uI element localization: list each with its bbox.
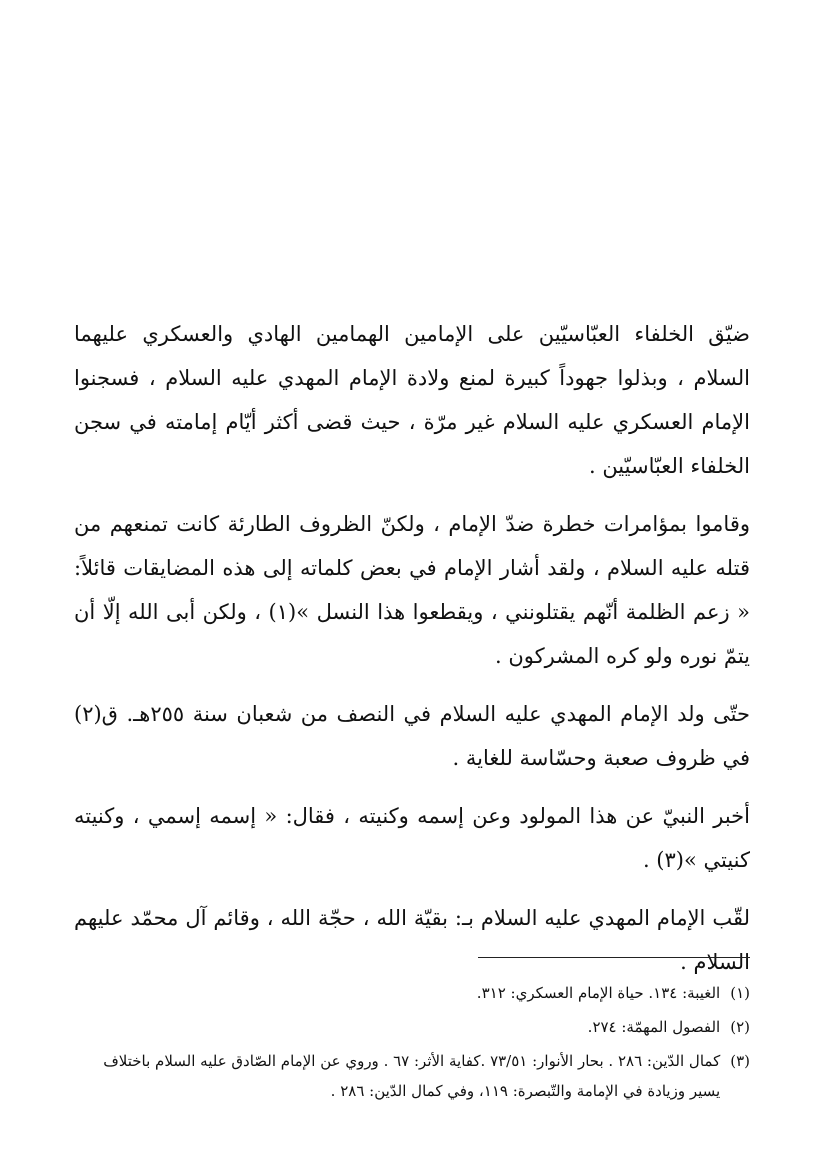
paragraph-3: حتّى ولد الإمام المهدي عليه السلام في النصف من شعبان سنة ٢٥٥هـ. ق(٢) في ظروف صعبة وحسّاسة للغاية . xyxy=(74,702,750,770)
paragraph-4: أخبر النبيّ عن هذا المولود وعن إسمه وكنيته ، فقال: « إسمه إسمي ، وكنيته كنيتي »(٣) . xyxy=(74,804,750,872)
footnote-text: الفصول المهمّة: ٢٧٤. xyxy=(587,1018,721,1036)
footnote-3 xyxy=(70,1046,750,1106)
footnote-text: الغيبة: ١٣٤. حياة الإمام العسكري: ٣١٢. xyxy=(476,984,721,1002)
main-text xyxy=(74,312,750,998)
paragraph-1: ضيّق الخلفاء العبّاسيّين على الإمامين الهمامين الهادي والعسكري عليهما السلام ، وبذلوا جهوداً كبيرة لمنع ولادة الإمام المهدي عليه السلام ، فسجنوا الإمام العسكري عليه السلام غير مرّة ، حيث قضى أكثر أيّام إمامته في سجن الخلفاء العبّاسيّين . xyxy=(74,322,750,478)
footnote-divider xyxy=(478,957,750,958)
footnote-number: (١) xyxy=(730,984,750,1002)
footnote-text: كمال الدّين: ٢٨٦ . بحار الأنوار: ٧٣/٥١ .كفاية الأثر: ٦٧ . وروي عن الإمام الصّادق عليه السلام باختلاف يسير وزيادة في الإمامة والتّبصرة: ١١٩، وفي كمال الدّين: ٢٨٦ . xyxy=(103,1052,721,1100)
footnote-number: (٣) xyxy=(730,1052,750,1070)
paragraph-5: لقّب الإمام المهدي عليه السلام بـ: بقيّة الله ، حجّة الله ، وقائم آل محمّد عليهم السلام . xyxy=(74,906,750,974)
footnote-2 xyxy=(70,1012,750,1042)
footnote-1 xyxy=(70,978,750,1008)
paragraph-2: وقاموا بمؤامرات خطرة ضدّ الإمام ، ولكنّ الظروف الطارئة كانت تمنعهم من قتله عليه السلام ، ولقد أشار الإمام في بعض كلماته إلى هذه المضايقات قائلاً: « زعم الظلمة أنّهم يقتلونني ، ويقطعوا هذا النسل »(١) ، ولكن أبى الله إلّا أن يتمّ نوره ولو كره المشركون . xyxy=(74,512,750,668)
footnote-number: (٢) xyxy=(730,1018,750,1036)
footnotes xyxy=(70,978,750,1110)
